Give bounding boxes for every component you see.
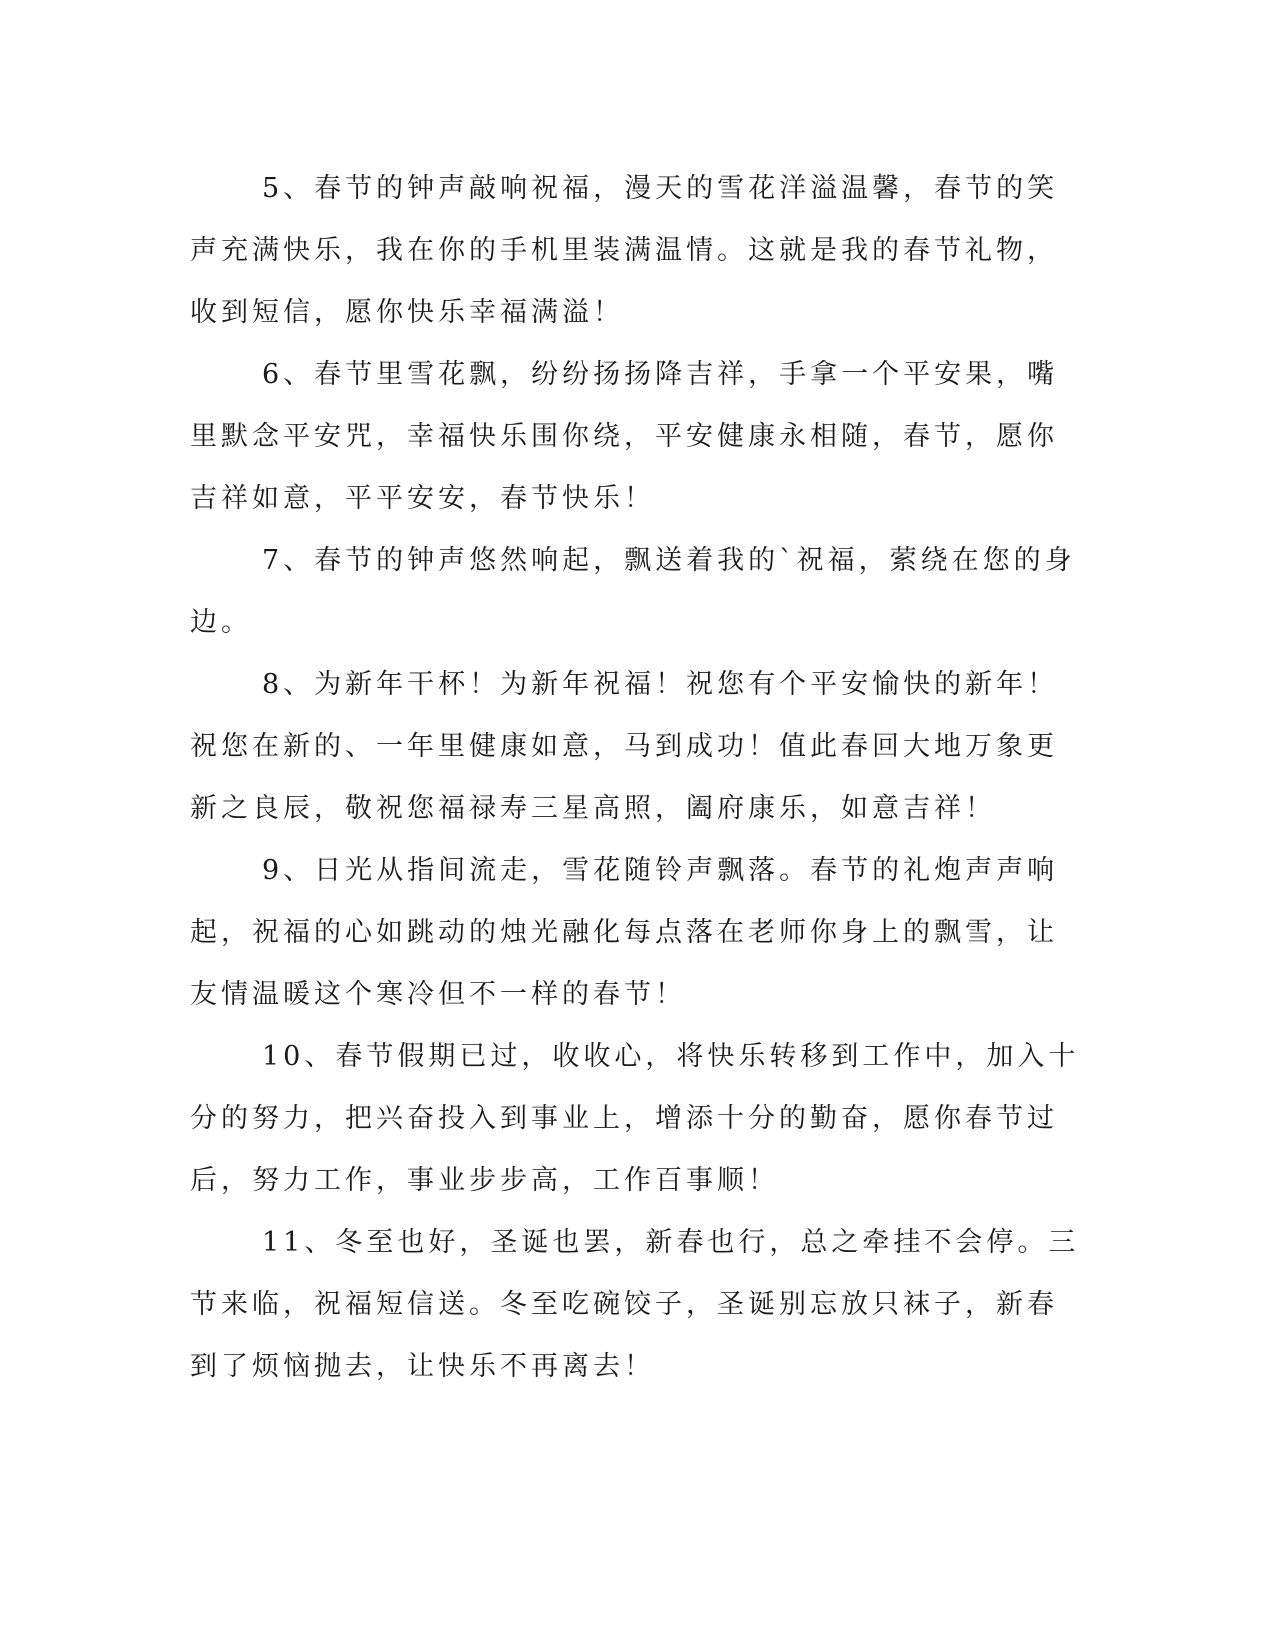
paragraph-8: 8、为新年干杯！为新年祝福！祝您有个平安愉快的新年！祝您在新的、一年里健康如意，马到成功！值此春回大地万象更新之良辰，敬祝您福禄寿三星高照，阖府康乐，如意吉祥！ [190,669,1059,824]
paragraph-5: 5、春节的钟声敲响祝福，漫天的雪花洋溢温馨，春节的笑声充满快乐，我在你的手机里装满温情。这就是我的春节礼物，收到短信，愿你快乐幸福满溢！ [190,173,1059,328]
paragraph-6: 6、春节里雪花飘，纷纷扬扬降吉祥，手拿一个平安果，嘴里默念平安咒，幸福快乐围你绕，平安健康永相随，春节，愿你吉祥如意，平平安安，春节快乐！ [190,359,1059,514]
paragraph-10: 10、春节假期已过，收收心，将快乐转移到工作中，加入十分的努力，把兴奋投入到事业上，增添十分的勤奋，愿你春节过后，努力工作，事业步步高，工作百事顺！ [190,1041,1080,1196]
paragraph-9: 9、日光从指间流走，雪花随铃声飘落。春节的礼炮声声响起，祝福的心如跳动的烛光融化每点落在老师你身上的飘雪，让友情温暖这个寒冷但不一样的春节！ [190,855,1059,1010]
paragraph-11: 11、冬至也好，圣诞也罢，新春也行，总之牵挂不会停。三节来临，祝福短信送。冬至吃碗饺子，圣诞别忘放只袜子，新春到了烦恼抛去，让快乐不再离去！ [190,1227,1080,1382]
paragraph-7: 7、春节的钟声悠然响起，飘送着我的`祝福，萦绕在您的身边。 [190,545,1076,638]
document-body [190,158,1080,1398]
